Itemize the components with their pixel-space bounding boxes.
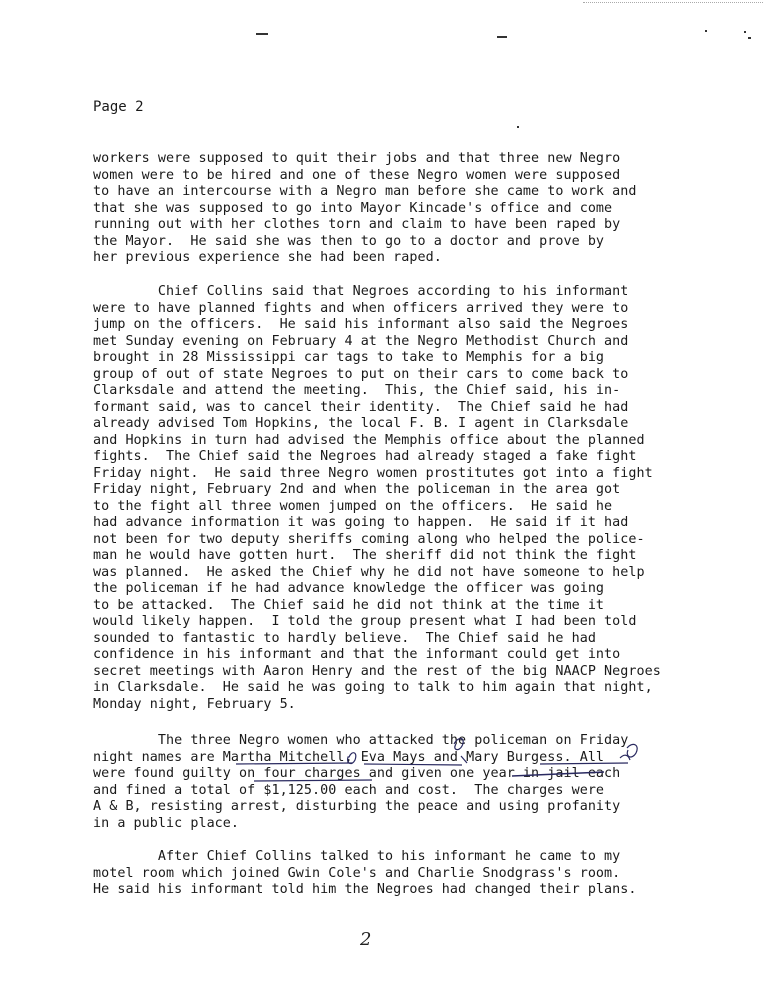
paragraph bbox=[93, 849, 637, 899]
text-line: Friday night. He said three Negro women prostitutes got into a fight bbox=[93, 465, 653, 481]
text-line: would likely happen. I told the group present what I had been told bbox=[93, 614, 637, 629]
text-line: her previous experience she had been raped. bbox=[93, 250, 442, 265]
text-line: the policeman if he had advance knowledge the officer was going bbox=[93, 581, 605, 596]
text-line: man he would have gotten hurt. The sheriff did not think the fight bbox=[93, 548, 637, 563]
text-line: He said his informant told him the Negroes had changed their plans. bbox=[93, 882, 637, 897]
scan-mark bbox=[497, 36, 507, 38]
text-line: already advised Tom Hopkins, the local F. B. I agent in Clarksdale bbox=[93, 416, 629, 431]
text-line: and Hopkins in turn had advised the Memphis office about the planned bbox=[93, 432, 645, 448]
text-line: in a public place. bbox=[93, 815, 240, 831]
scan-mark bbox=[256, 33, 268, 35]
text-line: were to have planned fights and when officers arrived they were to bbox=[93, 300, 629, 316]
paragraph bbox=[93, 151, 637, 267]
text-line: brought in 28 Mississippi car tags to take to Memphis for a big bbox=[93, 350, 605, 365]
text-line: was planned. He asked the Chief why he did not have someone to help bbox=[93, 564, 645, 580]
text-line: not been for two deputy sheriffs coming along who helped the police- bbox=[93, 531, 645, 547]
text-line: in Clarksdale. He said he was going to talk to him again that night, bbox=[93, 680, 653, 695]
text-line: sounded to fantastic to hardly believe. The Chief said he had bbox=[93, 630, 596, 646]
text-line: had advance information it was going to happen. He said if it had bbox=[93, 515, 629, 530]
scan-mark bbox=[744, 31, 746, 33]
scan-edge-artifact bbox=[583, 2, 763, 3]
text-line: the Mayor. He said she was then to go to a doctor and prove by bbox=[93, 233, 605, 249]
text-line: group of out of state Negroes to put on their cars to come back to bbox=[93, 366, 629, 382]
text-line: women were to be hired and one of these Negro women were supposed bbox=[93, 167, 621, 183]
text-line: motel room which joined Gwin Cole's and Charlie Snodgrass's room. bbox=[93, 865, 621, 881]
text-line: Monday night, February 5. bbox=[93, 696, 296, 712]
text-line: A & B, resisting arrest, disturbing the peace and using profanity bbox=[93, 799, 621, 814]
text-line: secret meetings with Aaron Henry and the rest of the big NAACP Negroes bbox=[93, 663, 661, 679]
page-label: Page 2 bbox=[93, 99, 144, 115]
text-line: confidence in his informant and that the informant could get into bbox=[93, 647, 621, 662]
text-line: jump on the officers. He said his informant also said the Negroes bbox=[93, 317, 629, 332]
scan-mark bbox=[517, 126, 519, 128]
text-line: night names are Martha Mitchell, Eva Mays and Mary Burgess. All bbox=[93, 749, 605, 765]
comma-mark bbox=[627, 744, 637, 757]
text-line: that she was supposed to go into Mayor Kincade's office and come bbox=[93, 200, 613, 216]
page-number: 2 bbox=[360, 929, 372, 950]
text-line: workers were supposed to quit their jobs and that three new Negro bbox=[93, 151, 621, 166]
text-line: Chief Collins said that Negroes according to his informant bbox=[93, 284, 629, 299]
paragraph bbox=[93, 284, 661, 713]
scan-mark bbox=[705, 30, 707, 32]
text-line: and fined a total of $1,125.00 each and cost. The charges were bbox=[93, 782, 605, 798]
paragraph bbox=[93, 733, 628, 832]
text-line: met Sunday evening on February 4 at the Negro Methodist Church and bbox=[93, 333, 629, 349]
text-line: fights. The Chief said the Negroes had already staged a fake fight bbox=[93, 449, 637, 464]
text-line: running out with her clothes torn and claim to have been raped by bbox=[93, 217, 621, 232]
text-line: to be attacked. The Chief said he did not think at the time it bbox=[93, 597, 605, 613]
text-line: Friday night, February 2nd and when the policeman in the area got bbox=[93, 482, 621, 497]
text-line: Clarksdale and attend the meeting. This, the Chief said, his in- bbox=[93, 383, 621, 398]
text-line: formant said, was to cancel their identity. The Chief said he had bbox=[93, 399, 629, 415]
text-line: After Chief Collins talked to his informant he came to my bbox=[93, 849, 621, 864]
text-line: to have an intercourse with a Negro man before she came to work and bbox=[93, 184, 637, 199]
text-line: were found guilty on four charges and given one year in jail each bbox=[93, 766, 621, 781]
text-line: The three Negro women who attacked the policeman on Friday bbox=[93, 733, 629, 748]
scan-mark bbox=[748, 37, 751, 39]
text-line: to the fight all three women jumped on the officers. He said he bbox=[93, 498, 613, 514]
